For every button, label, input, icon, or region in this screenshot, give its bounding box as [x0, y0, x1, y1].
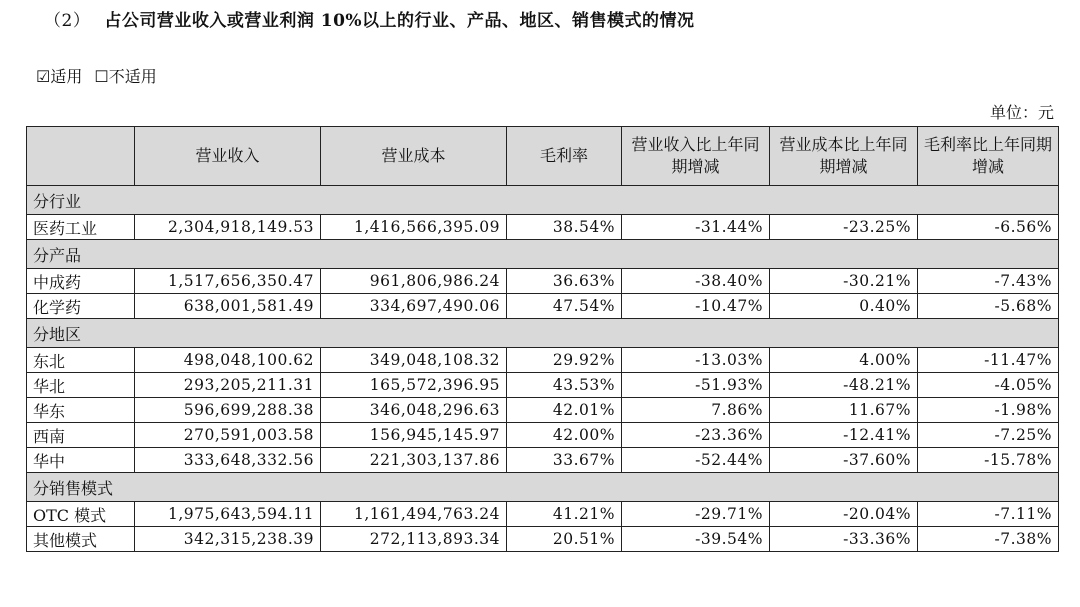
applicable-checked-option: ☑适用 — [36, 67, 83, 86]
not-applicable-option: ☐不适用 — [94, 67, 157, 86]
row-label-cell: 化学药 — [27, 294, 135, 319]
row-label-cell: 东北 — [27, 348, 135, 373]
value-cell: -5.68% — [918, 294, 1059, 319]
value-cell: 36.63% — [507, 269, 622, 294]
value-cell: -23.25% — [770, 215, 918, 240]
value-cell: -48.21% — [770, 373, 918, 398]
section-row — [27, 240, 1059, 269]
value-cell: -52.44% — [622, 448, 770, 473]
value-cell: 270,591,003.58 — [135, 423, 321, 448]
section-title-cell: 分行业 — [27, 186, 1059, 215]
value-cell: 42.01% — [507, 398, 622, 423]
value-cell: -39.54% — [622, 527, 770, 552]
value-cell: 47.54% — [507, 294, 622, 319]
value-cell: -20.04% — [770, 502, 918, 527]
value-cell: 43.53% — [507, 373, 622, 398]
section-number: （2） — [44, 11, 91, 31]
value-cell: 272,113,893.34 — [321, 527, 507, 552]
value-cell: -29.71% — [622, 502, 770, 527]
row-label-cell: 华中 — [27, 448, 135, 473]
value-cell: 638,001,581.49 — [135, 294, 321, 319]
value-cell: -33.36% — [770, 527, 918, 552]
value-cell: -7.43% — [918, 269, 1059, 294]
section-title-cell: 分销售模式 — [27, 473, 1059, 502]
value-cell: -11.47% — [918, 348, 1059, 373]
value-cell: 29.92% — [507, 348, 622, 373]
value-cell: 38.54% — [507, 215, 622, 240]
applicability-options — [36, 64, 169, 87]
row-label-cell: 医药工业 — [27, 215, 135, 240]
value-cell: 1,975,643,594.11 — [135, 502, 321, 527]
value-cell: 42.00% — [507, 423, 622, 448]
value-cell: -1.98% — [918, 398, 1059, 423]
row-label-cell: 中成药 — [27, 269, 135, 294]
value-cell: 349,048,108.32 — [321, 348, 507, 373]
revenue-breakdown-table — [26, 126, 1059, 552]
value-cell: 1,161,494,763.24 — [321, 502, 507, 527]
value-cell: -13.03% — [622, 348, 770, 373]
header-cell: 营业成本比上年同期增减 — [770, 127, 918, 186]
table-row — [27, 448, 1059, 473]
section-title: 占公司营业收入或营业利润 10%以上的行业、产品、地区、销售模式的情况 — [104, 11, 695, 31]
row-label-cell: OTC 模式 — [27, 502, 135, 527]
value-cell: -6.56% — [918, 215, 1059, 240]
value-cell: 498,048,100.62 — [135, 348, 321, 373]
value-cell: -31.44% — [622, 215, 770, 240]
value-cell: 1,517,656,350.47 — [135, 269, 321, 294]
row-label-cell: 华东 — [27, 398, 135, 423]
value-cell: -23.36% — [622, 423, 770, 448]
value-cell: -7.25% — [918, 423, 1059, 448]
value-cell: -37.60% — [770, 448, 918, 473]
value-cell: 1,416,566,395.09 — [321, 215, 507, 240]
value-cell: -15.78% — [918, 448, 1059, 473]
value-cell: 221,303,137.86 — [321, 448, 507, 473]
value-cell: -7.11% — [918, 502, 1059, 527]
value-cell: 293,205,211.31 — [135, 373, 321, 398]
row-label-cell: 华北 — [27, 373, 135, 398]
row-label-cell: 其他模式 — [27, 527, 135, 552]
value-cell: 334,697,490.06 — [321, 294, 507, 319]
value-cell: 346,048,296.63 — [321, 398, 507, 423]
table-row — [27, 398, 1059, 423]
value-cell: -30.21% — [770, 269, 918, 294]
header-cell: 营业成本 — [321, 127, 507, 186]
table-body — [27, 186, 1059, 552]
section-row — [27, 473, 1059, 502]
unit-label: 单位：元 — [989, 103, 1054, 122]
value-cell: 2,304,918,149.53 — [135, 215, 321, 240]
value-cell: 342,315,238.39 — [135, 527, 321, 552]
table-row — [27, 502, 1059, 527]
table-row — [27, 373, 1059, 398]
table-row — [27, 269, 1059, 294]
table-row — [27, 348, 1059, 373]
value-cell: 41.21% — [507, 502, 622, 527]
header-cell: 毛利率比上年同期增减 — [918, 127, 1059, 186]
value-cell: -7.38% — [918, 527, 1059, 552]
section-title-cell: 分地区 — [27, 319, 1059, 348]
table-row — [27, 215, 1059, 240]
value-cell: 11.67% — [770, 398, 918, 423]
header-cell: 营业收入 — [135, 127, 321, 186]
value-cell: 596,699,288.38 — [135, 398, 321, 423]
value-cell: 33.67% — [507, 448, 622, 473]
value-cell: 7.86% — [622, 398, 770, 423]
value-cell: 0.40% — [770, 294, 918, 319]
value-cell: -4.05% — [918, 373, 1059, 398]
header-cell: 营业收入比上年同期增减 — [622, 127, 770, 186]
value-cell: 961,806,986.24 — [321, 269, 507, 294]
value-cell: -12.41% — [770, 423, 918, 448]
table-row — [27, 423, 1059, 448]
header-cell: 毛利率 — [507, 127, 622, 186]
section-row — [27, 319, 1059, 348]
value-cell: -38.40% — [622, 269, 770, 294]
row-label-cell: 西南 — [27, 423, 135, 448]
section-heading — [44, 6, 695, 31]
value-cell: -51.93% — [622, 373, 770, 398]
section-title-cell: 分产品 — [27, 240, 1059, 269]
value-cell: 4.00% — [770, 348, 918, 373]
value-cell: 333,648,332.56 — [135, 448, 321, 473]
value-cell: -10.47% — [622, 294, 770, 319]
value-cell: 165,572,396.95 — [321, 373, 507, 398]
table-header-row — [27, 127, 1059, 186]
header-cell — [27, 127, 135, 186]
value-cell: 20.51% — [507, 527, 622, 552]
section-row — [27, 186, 1059, 215]
table-row — [27, 527, 1059, 552]
table-row — [27, 294, 1059, 319]
value-cell: 156,945,145.97 — [321, 423, 507, 448]
